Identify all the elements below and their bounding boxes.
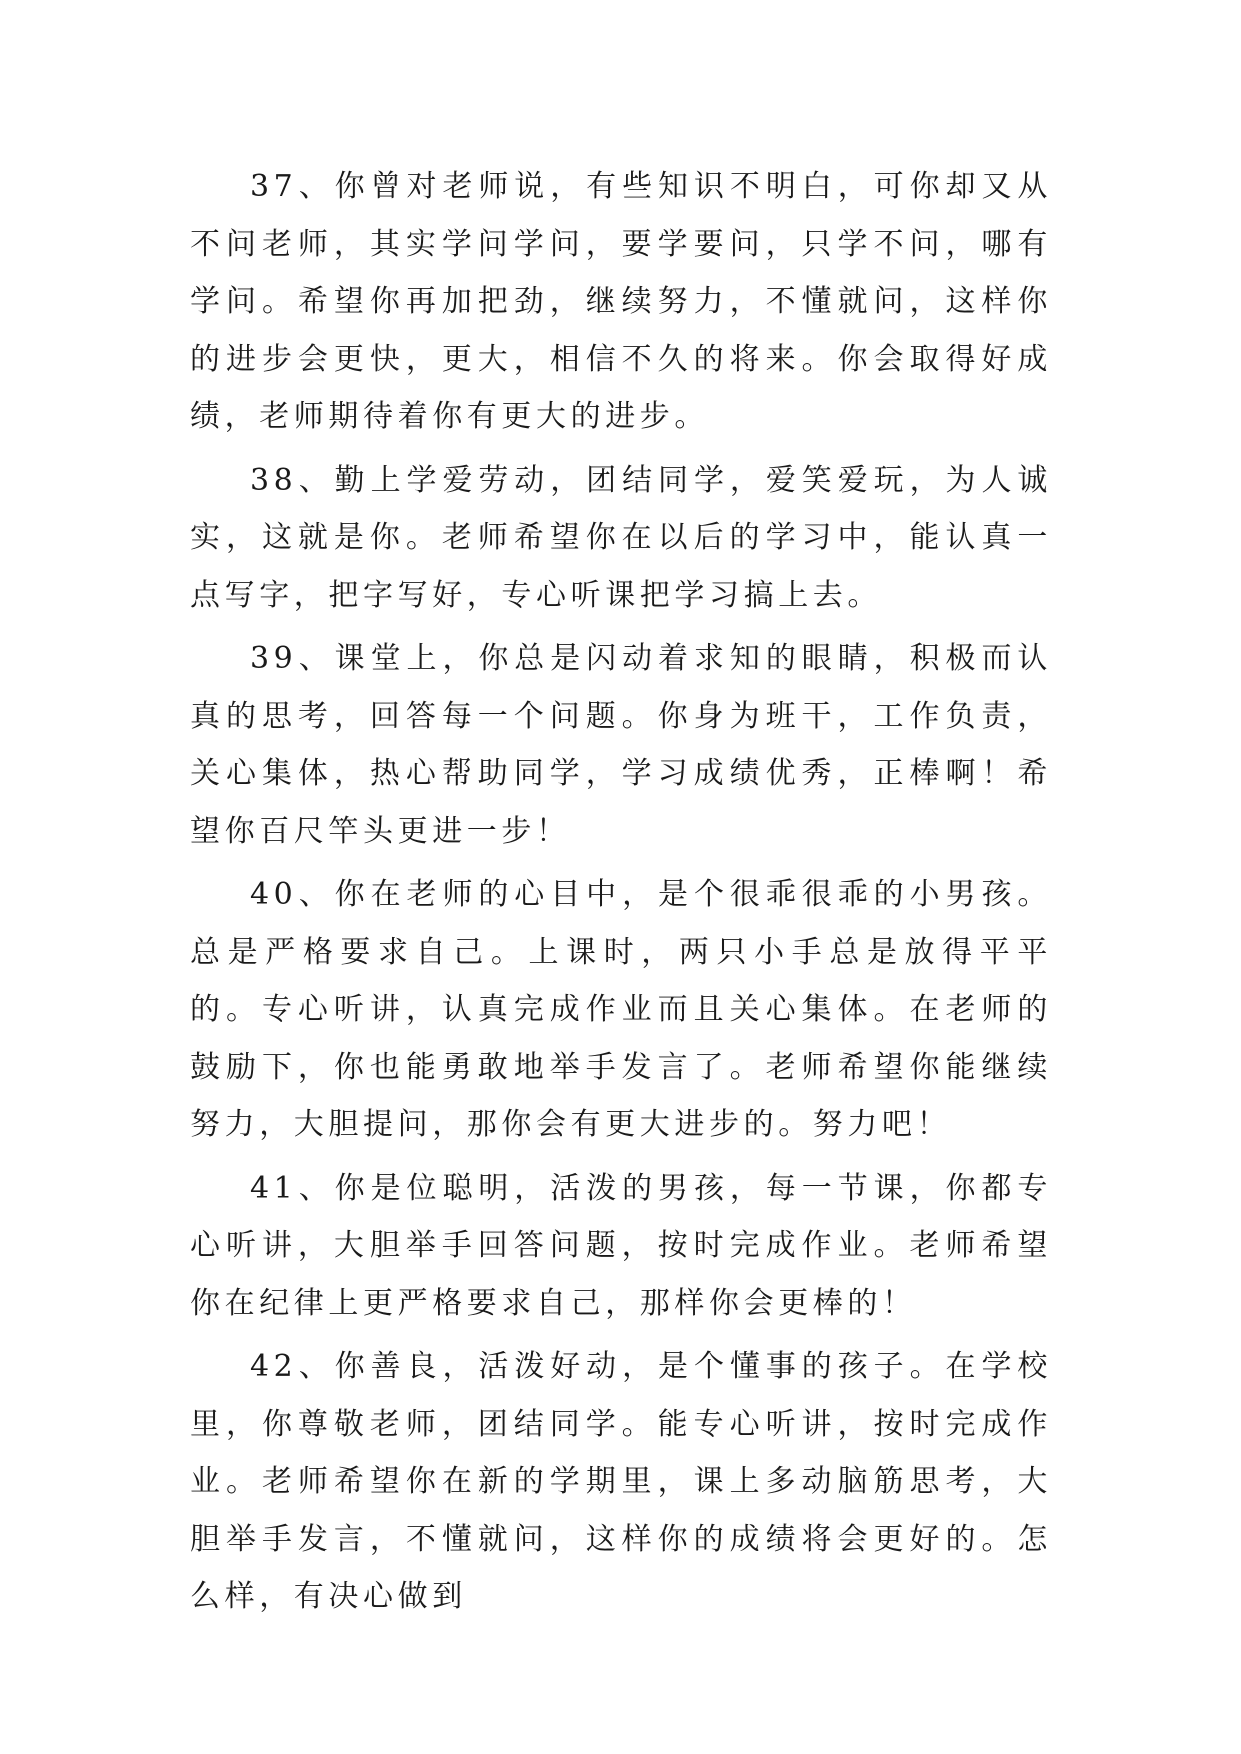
comment-paragraph-38: 38、勤上学爱劳动，团结同学，爱笑爱玩，为人诚实，这就是你。老师希望你在以后的学习中，能认真一点写字，把字写好，专心听课把学习搞上去。 (190, 462, 1052, 613)
comment-paragraph-40: 40、你在老师的心目中，是个很乖很乖的小男孩。总是严格要求自己。上课时，两只小手总是放得平平的。专心听讲，认真完成作业而且关心集体。在老师的鼓励下，你也能勇敢地举手发言了。老师希望你能继续努力，大胆提问，那你会有更大进步的。努力吧！ (190, 877, 1052, 1142)
comment-paragraph-37: 37、你曾对老师说，有些知识不明白，可你却又从不问老师，其实学问学问，要学要问，只学不问，哪有学问。希望你再加把劲，继续努力，不懂就问，这样你的进步会更快，更大，相信不久的将来。你会取得好成绩，老师期待着你有更大的进步。 (190, 169, 1052, 434)
comment-paragraph-42: 42、你善良，活泼好动，是个懂事的孩子。在学校里，你尊敬老师，团结同学。能专心听讲，按时完成作业。老师希望你在新的学期里，课上多动脑筋思考，大胆举手发言，不懂就问，这样你的成绩将会更好的。怎么样，有决心做到 (190, 1349, 1052, 1614)
document-body (190, 158, 1052, 1632)
comment-paragraph-41: 41、你是位聪明，活泼的男孩，每一节课，你都专心听讲，大胆举手回答问题，按时完成作业。老师希望你在纪律上更严格要求自己，那样你会更棒的！ (190, 1170, 1052, 1321)
comment-paragraph-39: 39、课堂上，你总是闪动着求知的眼睛，积极而认真的思考，回答每一个问题。你身为班干，工作负责，关心集体，热心帮助同学，学习成绩优秀，正棒啊！希望你百尺竿头更进一步！ (190, 641, 1052, 849)
